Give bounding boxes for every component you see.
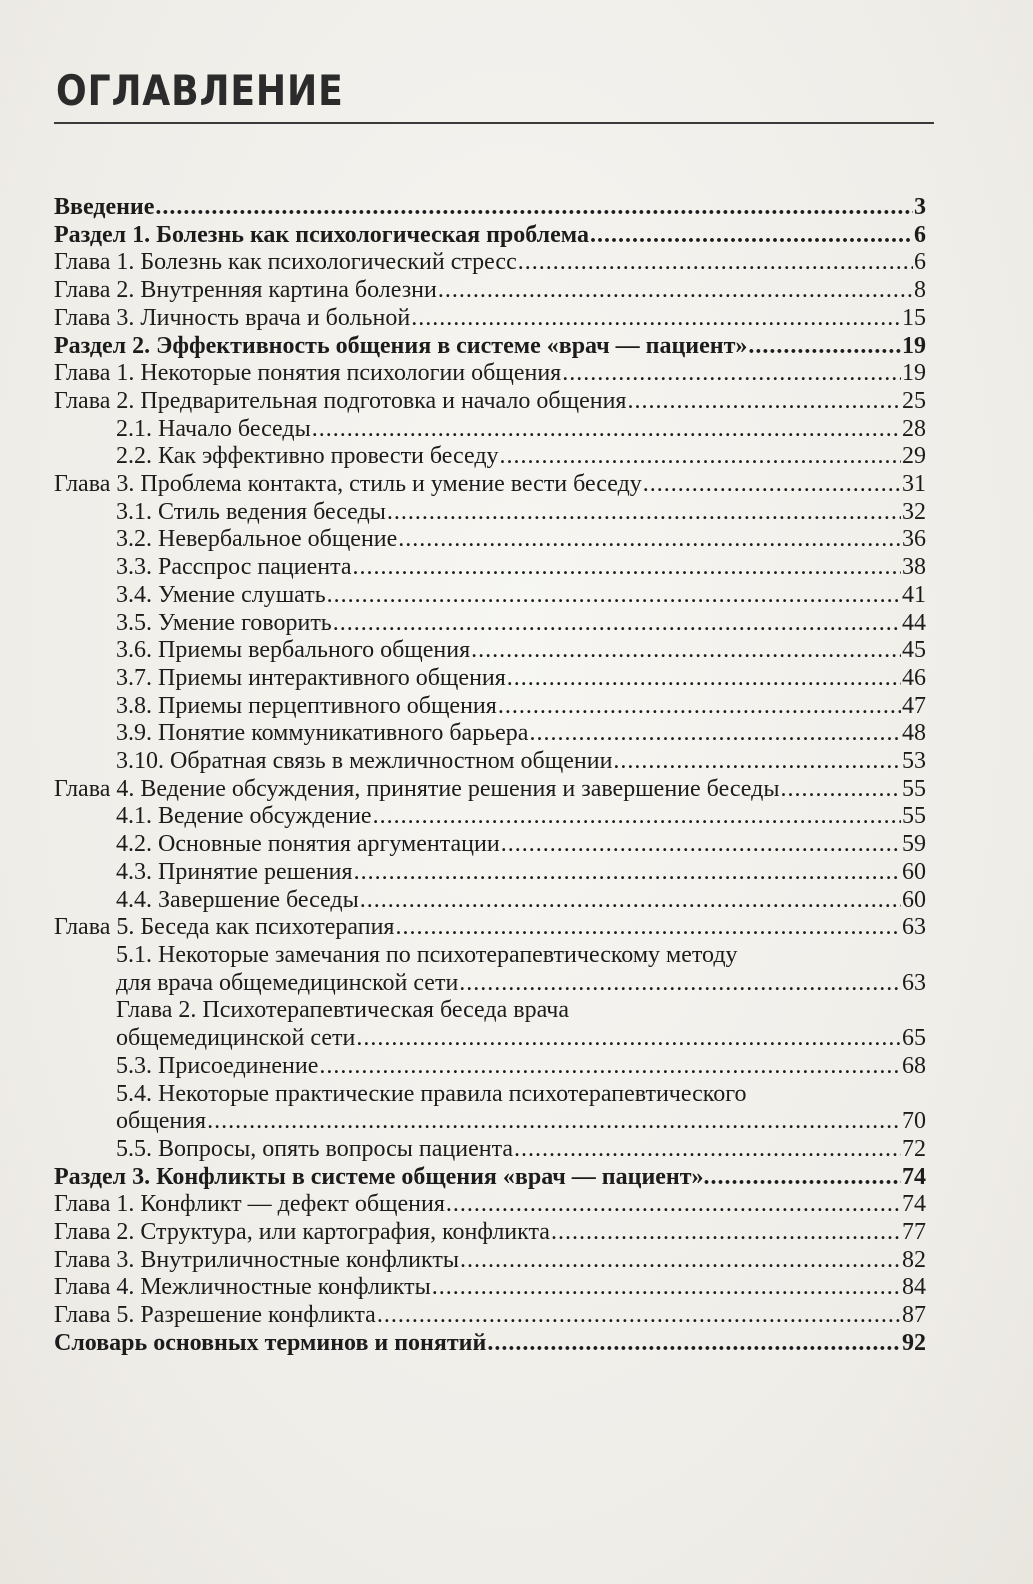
dot-leader <box>373 803 901 831</box>
toc-subentry <box>54 610 926 638</box>
toc-page-number: 36 <box>902 526 926 553</box>
toc-entry-title: 3.3. Расспрос пациента <box>116 554 352 581</box>
toc-subentry <box>54 443 926 471</box>
toc-page-number: 28 <box>902 415 926 442</box>
dot-leader <box>398 526 901 554</box>
toc-entry-title: Глава 2. Внутренняя картина болезни <box>54 277 437 304</box>
toc-page-number: 84 <box>902 1274 926 1301</box>
dot-leader <box>446 1191 901 1219</box>
toc-chapter <box>54 1274 926 1302</box>
dot-leader <box>507 665 901 693</box>
toc-subentry <box>54 1025 926 1053</box>
dot-leader <box>327 582 901 610</box>
toc-entry-title: 4.2. Основные понятия аргументации <box>116 831 500 858</box>
toc-entry-title: 2.2. Как эффективно провести беседу <box>116 443 499 470</box>
toc-entry-first-line: 5.1. Некоторые замечания по психотерапевтическому методу <box>116 941 738 968</box>
dot-leader <box>487 1330 901 1358</box>
toc-entry-title: 4.4. Завершение беседы <box>116 886 359 913</box>
toc-entry-title: Глава 4. Ведение обсуждения, принятие решения и завершение беседы <box>54 775 780 802</box>
toc-page-number: 55 <box>902 803 926 830</box>
toc-page-number: 15 <box>902 304 926 331</box>
dot-leader <box>627 388 901 416</box>
toc-chapter <box>54 277 926 305</box>
table-of-contents <box>54 194 926 1358</box>
toc-entry-title: Глава 5. Беседа как психотерапия <box>54 914 395 941</box>
toc-page-number: 6 <box>914 249 926 276</box>
toc-page-number: 31 <box>902 471 926 498</box>
dot-leader <box>551 1219 901 1247</box>
dot-leader <box>395 914 901 942</box>
toc-chapter <box>54 1219 926 1247</box>
toc-page-number: 68 <box>902 1052 926 1079</box>
toc-subentry <box>54 637 926 665</box>
toc-subentry <box>54 499 926 527</box>
toc-page-number: 45 <box>902 637 926 664</box>
dot-leader <box>459 970 901 998</box>
dot-leader <box>155 194 913 222</box>
toc-page-number: 19 <box>902 332 926 359</box>
toc-page-number: 87 <box>902 1302 926 1329</box>
toc-entry-title: общемедицинской сети <box>116 1025 356 1052</box>
toc-entry-title: 4.1. Ведение обсуждение <box>116 803 372 830</box>
toc-page-number: 48 <box>902 720 926 747</box>
toc-entry-title: 5.3. Присоединение <box>116 1052 319 1079</box>
dot-leader <box>319 1053 901 1081</box>
dot-leader <box>613 748 901 776</box>
dot-leader <box>354 859 901 887</box>
toc-subentry <box>54 803 926 831</box>
dot-leader <box>501 831 901 859</box>
toc-subentry <box>54 416 926 444</box>
dot-leader <box>498 693 901 721</box>
toc-chapter <box>54 1191 926 1219</box>
toc-entry-title: 3.2. Невербальное общение <box>116 526 398 553</box>
toc-chapter <box>54 914 926 942</box>
toc-subentry <box>54 582 926 610</box>
toc-page-number: 92 <box>902 1329 926 1356</box>
toc-entry-title: 5.5. Вопросы, опять вопросы пациента <box>116 1135 514 1162</box>
toc-entry-title: общения <box>116 1108 207 1135</box>
dot-leader <box>207 1108 901 1136</box>
dot-leader <box>411 305 901 333</box>
toc-page-number: 55 <box>902 775 926 802</box>
toc-page-number: 77 <box>902 1219 926 1246</box>
toc-page-number: 59 <box>902 831 926 858</box>
dot-leader <box>460 1247 901 1275</box>
dot-leader <box>387 499 901 527</box>
toc-page-number: 19 <box>902 360 926 387</box>
toc-subentry <box>54 554 926 582</box>
toc-entry-title: Раздел 2. Эффективность общения в системе «врач — пациент» <box>54 332 748 359</box>
toc-page-number: 25 <box>902 387 926 414</box>
toc-subentry <box>54 665 926 693</box>
dot-leader <box>471 637 901 665</box>
dot-leader <box>748 333 901 361</box>
toc-entry-first-line: 5.4. Некоторые практические правила психотерапевтического <box>116 1080 747 1107</box>
toc-entry-title: 3.6. Приемы вербального общения <box>116 637 471 664</box>
toc-page-number: 72 <box>902 1135 926 1162</box>
toc-entry-title: 3.1. Стиль ведения беседы <box>116 498 386 525</box>
dot-leader <box>518 249 913 277</box>
toc-section <box>54 222 926 250</box>
toc-page-number: 32 <box>902 498 926 525</box>
dot-leader <box>562 360 901 388</box>
toc-page-number: 6 <box>914 221 926 248</box>
toc-chapter <box>54 1247 926 1275</box>
dot-leader <box>500 443 901 471</box>
toc-section <box>54 194 926 222</box>
toc-page-number: 41 <box>902 581 926 608</box>
toc-page-number: 82 <box>902 1246 926 1273</box>
dot-leader <box>590 222 913 250</box>
toc-chapter <box>54 360 926 388</box>
toc-entry-title: Раздел 3. Конфликты в системе общения «врач — пациент». <box>54 1163 710 1190</box>
toc-page-number: 8 <box>914 277 926 304</box>
toc-subentry <box>54 720 926 748</box>
toc-page-number: 60 <box>902 858 926 885</box>
dot-leader <box>353 554 901 582</box>
toc-subentry <box>54 526 926 554</box>
toc-entry-title: 3.9. Понятие коммуникативного барьера <box>116 720 529 747</box>
toc-entry-title: Глава 3. Проблема контакта, стиль и умение вести беседу <box>54 471 642 498</box>
toc-entry-title: Глава 2. Структура, или картография, конфликта <box>54 1219 550 1246</box>
toc-chapter <box>54 471 926 499</box>
toc-entry-title: 3.5. Умение говорить <box>116 609 332 636</box>
toc-entry-title: Раздел 1. Болезнь как психологическая проблема <box>54 221 589 248</box>
dot-leader <box>529 720 901 748</box>
toc-chapter <box>54 388 926 416</box>
toc-subentry <box>54 693 926 721</box>
toc-subentry <box>54 859 926 887</box>
toc-entry-title: 4.3. Принятие решения <box>116 858 353 885</box>
toc-subentry <box>54 748 926 776</box>
toc-entry-title: Глава 1. Конфликт — дефект общения <box>54 1191 445 1218</box>
toc-chapter <box>54 776 926 804</box>
toc-chapter <box>54 249 926 277</box>
toc-entry-title: 3.7. Приемы интерактивного общения <box>116 664 506 691</box>
dot-leader <box>377 1302 901 1330</box>
toc-subentry <box>54 831 926 859</box>
toc-page-number: 65 <box>902 1025 926 1052</box>
toc-entry-first-line: Глава 2. Психотерапевтическая беседа врача <box>116 997 569 1024</box>
page-title: ОГЛАВЛЕНИЕ <box>56 66 344 115</box>
toc-entry-title: Словарь основных терминов и понятий <box>54 1329 487 1356</box>
toc-page-number: 74 <box>902 1191 926 1218</box>
dot-leader <box>514 1136 901 1164</box>
toc-chapter <box>54 305 926 333</box>
toc-chapter <box>54 1302 926 1330</box>
toc-page-number: 46 <box>902 664 926 691</box>
toc-page-number: 70 <box>902 1108 926 1135</box>
toc-page-number: 63 <box>902 914 926 941</box>
toc-page-number: 63 <box>902 969 926 996</box>
toc-page-number: 44 <box>902 609 926 636</box>
toc-entry-title: Глава 5. Разрешение конфликта <box>54 1302 376 1329</box>
dot-leader <box>356 1025 901 1053</box>
toc-page-number: 38 <box>902 554 926 581</box>
toc-subentry <box>54 1053 926 1081</box>
dot-leader <box>438 277 913 305</box>
dot-leader <box>312 416 901 444</box>
dot-leader <box>780 776 901 804</box>
dot-leader <box>432 1274 901 1302</box>
toc-entry-title: 3.4. Умение слушать <box>116 581 326 608</box>
toc-entry-title: Глава 1. Болезнь как психологический стресс <box>54 249 517 276</box>
toc-subentry <box>54 1108 926 1136</box>
toc-subentry <box>54 970 926 998</box>
toc-page-number: 74 <box>902 1163 926 1190</box>
toc-entry-title: 3.8. Приемы перцептивного общения <box>116 692 497 719</box>
toc-section <box>54 333 926 361</box>
toc-page-number: 47 <box>902 692 926 719</box>
toc-page-number: 3 <box>914 194 926 220</box>
dot-leader <box>711 1164 901 1192</box>
toc-entry-title: для врача общемедицинской сети <box>116 969 459 996</box>
toc-entry-title: Глава 1. Некоторые понятия психологии общения <box>54 360 562 387</box>
dot-leader <box>643 471 901 499</box>
toc-entry-title: 3.10. Обратная связь в межличностном общении <box>116 748 613 775</box>
toc-page-number: 53 <box>902 748 926 775</box>
toc-entry-title: Глава 2. Предварительная подготовка и начало общения <box>54 387 627 414</box>
toc-subentry <box>54 1136 926 1164</box>
toc-section <box>54 1330 926 1358</box>
toc-page-number: 29 <box>902 443 926 470</box>
toc-entry-title: Введение <box>54 194 155 220</box>
toc-entry-title: Глава 4. Межличностные конфликты <box>54 1274 431 1301</box>
toc-subentry <box>54 887 926 915</box>
toc-section <box>54 1164 926 1192</box>
dot-leader <box>333 610 901 638</box>
toc-entry-title: Глава 3. Личность врача и больной <box>54 304 411 331</box>
toc-entry-title: 2.1. Начало беседы <box>116 415 311 442</box>
toc-page-number: 60 <box>902 886 926 913</box>
title-rule <box>54 122 934 124</box>
dot-leader <box>360 887 901 915</box>
toc-entry-title: Глава 3. Внутриличностные конфликты <box>54 1246 459 1273</box>
